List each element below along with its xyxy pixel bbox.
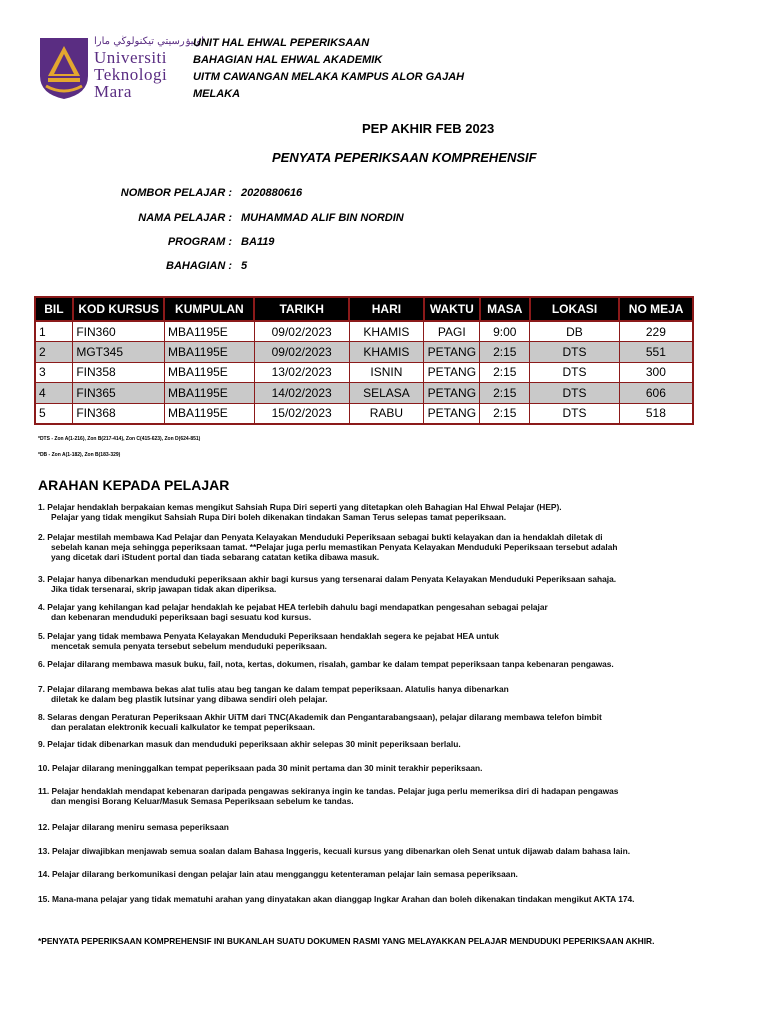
cell: RABU: [349, 403, 424, 424]
table-row: [35, 362, 693, 383]
cell: 13/02/2023: [254, 362, 349, 383]
header-no-meja: NO MEJA: [619, 297, 693, 321]
instruction-item: [38, 659, 718, 669]
cell: MBA1195E: [164, 362, 254, 383]
instruction-line: diletak ke dalam beg plastik lutsinar yang dibawa sendiri oleh pelajar.: [51, 694, 328, 704]
uitm-emblem-icon: [38, 36, 90, 100]
cell: 2:15: [480, 342, 530, 363]
cell: 2: [35, 342, 73, 363]
cell: 606: [619, 383, 693, 404]
header-line: UNIT HAL EHWAL PEPERIKSAAN: [193, 37, 370, 49]
cell: KHAMIS: [349, 342, 424, 363]
logo-line-3: Mara: [94, 82, 132, 101]
instruction-item: [38, 869, 718, 879]
student-number-label: NOMBOR PELAJAR :: [120, 187, 232, 199]
instruction-line: 3. Pelajar hanya dibenarkan menduduki peperiksaan akhir bagi kursus yang tersenarai dalam Penyata Kelayakan Menduduki Peperiksaan sahaja.: [38, 574, 617, 584]
cell: 1: [35, 321, 73, 342]
table-row: [35, 383, 693, 404]
header-line: BAHAGIAN HAL EHWAL AKADEMIK: [193, 54, 383, 66]
bahagian-label: BAHAGIAN :: [166, 260, 232, 272]
cell: 15/02/2023: [254, 403, 349, 424]
instruction-line: 7. Pelajar dilarang membawa bekas alat tulis atau beg tangan ke dalam tempat peperiksaan. Alatulis hanya dibenarkan: [38, 684, 509, 694]
cell: MBA1195E: [164, 342, 254, 363]
instruction-line: sebelah kanan meja sehingga peperiksaan tamat. **Pelajar juga perlu memastikan Penyata Kelayakan Menduduki Peperiksaan tersebut adalah: [51, 542, 618, 552]
cell: 2:15: [480, 403, 530, 424]
instruction-item: [38, 894, 718, 904]
exam-session-title: PEP AKHIR FEB 2023: [362, 121, 495, 136]
instruction-item: [38, 763, 718, 773]
header-kod-kursus: KOD KURSUS: [73, 297, 165, 321]
instruction-line: mencetak semula penyata tersebut sebelum menduduki peperiksaan.: [51, 641, 328, 651]
cell: 3: [35, 362, 73, 383]
cell: SELASA: [349, 383, 424, 404]
instruction-line: 12. Pelajar dilarang meniru semasa peperiksaan: [38, 822, 229, 832]
header-masa: MASA: [480, 297, 530, 321]
cell: PETANG: [424, 383, 480, 404]
table-header-row: [35, 297, 693, 321]
instruction-line: 5. Pelajar yang tidak membawa Penyata Kelayakan Menduduki Peperiksaan hendaklah segera ke pejabat HEA untuk: [38, 631, 499, 641]
cell: MBA1195E: [164, 403, 254, 424]
instruction-line: Jika tidak tersenarai, skrip jawapan tidak akan diperiksa.: [51, 584, 277, 594]
cell: 518: [619, 403, 693, 424]
header-hari: HARI: [349, 297, 424, 321]
cell: FIN365: [73, 383, 165, 404]
cell: 300: [619, 362, 693, 383]
instruction-line: dan peralatan elektronik kecuali kalkulator ke tempat peperiksaan.: [51, 722, 315, 732]
cell: DTS: [530, 342, 620, 363]
instruction-line: 4. Pelajar yang kehilangan kad pelajar hendaklah ke pejabat HEA terlebih dahulu bagi mendapatkan pengesahan sebagai pelajar: [38, 602, 548, 612]
instruction-line: 2. Pelajar mestilah membawa Kad Pelajar dan Penyata Kelayakan Menduduki Peperiksaan sebagai bukti kelayakan dan ia hendaklah diletak di: [38, 532, 603, 542]
cell: ISNIN: [349, 362, 424, 383]
header-kumpulan: KUMPULAN: [164, 297, 254, 321]
instruction-line: Pelajar yang tidak mengikut Sahsiah Rupa Diri boleh dikenakan tindakan Saman Terus selepas tamat peperiksaan.: [51, 512, 507, 522]
instruction-item: [38, 532, 718, 562]
cell: 9:00: [480, 321, 530, 342]
uitm-logo: [38, 36, 205, 101]
cell: 2:15: [480, 362, 530, 383]
cell: PAGI: [424, 321, 480, 342]
cell: FIN360: [73, 321, 165, 342]
instruction-item: [38, 822, 718, 832]
logo-line-2: Teknologi: [94, 65, 168, 84]
cell: 09/02/2023: [254, 321, 349, 342]
student-name-label: NAMA PELAJAR :: [138, 212, 232, 224]
cell: PETANG: [424, 362, 480, 383]
cell: MGT345: [73, 342, 165, 363]
instruction-item: [38, 846, 718, 856]
header-bil: BIL: [35, 297, 73, 321]
cell: 551: [619, 342, 693, 363]
instruction-line: 11. Pelajar hendaklah mendapat kebenaran daripada pengawas sekiranya ingin ke tandas. Pelajar juga perlu memeriksa diri di hadapan pengawas: [38, 786, 619, 796]
instruction-item: [38, 631, 718, 651]
dts-zone-note: *DTS - Zon A(1-216), Zon B(217-414), Zon C(415-623), Zon D(624-851): [38, 436, 201, 442]
cell: FIN358: [73, 362, 165, 383]
student-name-value: MUHAMMAD ALIF BIN NORDIN: [241, 212, 404, 224]
cell: 5: [35, 403, 73, 424]
program-label: PROGRAM :: [167, 236, 232, 248]
instruction-line: 1. Pelajar hendaklah berpakaian kemas mengikut Sahsiah Rupa Diri seperti yang ditetapkan oleh Bahagian Hal Ehwal Pelajar (HEP).: [38, 502, 562, 512]
student-number-value: 2020880616: [241, 187, 303, 199]
cell: 229: [619, 321, 693, 342]
institution-header: [193, 35, 464, 103]
instruction-line: dan kebenaran menduduki peperiksaan bagi sesuatu kod kursus.: [51, 612, 312, 622]
logo-line-1: Universiti: [94, 48, 167, 67]
table-row: [35, 342, 693, 363]
cell: FIN368: [73, 403, 165, 424]
exam-schedule-table: [34, 296, 694, 425]
instruction-line: dan mengisi Borang Keluar/Masuk Semasa Peperiksaan sebelum ke tandas.: [51, 796, 354, 806]
instruction-line: 13. Pelajar diwajibkan menjawab semua soalan dalam Bahasa Inggeris, kecuali kursus yang dibenarkan oleh Senat untuk dijawab dalam bahasa lain.: [38, 846, 631, 856]
cell: 4: [35, 383, 73, 404]
instruction-line: 6. Pelajar dilarang membawa masuk buku, fail, nota, kertas, dokumen, risalah, gambar ke dalam tempat peperiksaan tanpa kebenaran pengawas.: [38, 659, 614, 669]
instruction-line: 14. Pelajar dilarang berkomunikasi dengan pelajar lain atau mengganggu ketenteraman pelajar lain semasa peperiksaan.: [38, 869, 518, 879]
cell: MBA1195E: [164, 321, 254, 342]
cell: MBA1195E: [164, 383, 254, 404]
logo-arabic-text: اونيۏرسيتي تيكنولوڬي مارا: [94, 36, 205, 47]
cell: PETANG: [424, 342, 480, 363]
instruction-item: [38, 602, 718, 622]
header-line: MELAKA: [193, 88, 241, 100]
instruction-item: [38, 712, 718, 732]
cell: 2:15: [480, 383, 530, 404]
cell: 14/02/2023: [254, 383, 349, 404]
instruction-item: [38, 502, 718, 522]
cell: DB: [530, 321, 620, 342]
cell: DTS: [530, 362, 620, 383]
header-waktu: WAKTU: [424, 297, 480, 321]
instruction-line: 8. Selaras dengan Peraturan Peperiksaan Akhir UiTM dari TNC(Akademik dan Pengantarabangsaan), pelajar dilarang membawa telefon bimbit: [38, 712, 602, 722]
instructions-title: ARAHAN KEPADA PELAJAR: [38, 477, 230, 493]
instruction-item: [38, 739, 718, 749]
instruction-line: 9. Pelajar tidak dibenarkan masuk dan menduduki peperiksaan akhir selepas 30 minit peperiksaan berlalu.: [38, 739, 461, 749]
instruction-line: 15. Mana-mana pelajar yang tidak mematuhi arahan yang dinyatakan akan dianggap Ingkar Arahan dan boleh dikenakan tindakan mengikut AKTA 174.: [38, 894, 635, 904]
table-row: [35, 321, 693, 342]
instruction-item: [38, 574, 718, 594]
program-value: BA119: [241, 236, 275, 248]
header-lokasi: LOKASI: [530, 297, 620, 321]
header-line: UITM CAWANGAN MELAKA KAMPUS ALOR GAJAH: [193, 71, 465, 83]
instruction-line: 10. Pelajar dilarang meninggalkan tempat peperiksaan pada 30 minit pertama dan 30 minit terakhir peperiksaan.: [38, 763, 483, 773]
cell: 09/02/2023: [254, 342, 349, 363]
statement-title: PENYATA PEPERIKSAAN KOMPREHENSIF: [272, 150, 537, 165]
table-row: [35, 403, 693, 424]
instruction-item: [38, 684, 718, 704]
instruction-item: [38, 786, 718, 806]
cell: KHAMIS: [349, 321, 424, 342]
db-zone-note: *DB - Zon A(1-182), Zon B(183-329): [38, 452, 121, 458]
bahagian-value: 5: [241, 260, 248, 272]
header-tarikh: TARIKH: [254, 297, 349, 321]
disclaimer-footer: *PENYATA PEPERIKSAAN KOMPREHENSIF INI BUKANLAH SUATU DOKUMEN RASMI YANG MELAYAKKAN PELAJAR MENDUDUKI PEPERIKSAAN AKHIR.: [38, 936, 655, 946]
cell: DTS: [530, 403, 620, 424]
instruction-line: yang dicetak dari iStudent portal dan tiada sebarang catatan ketika dibawa masuk.: [51, 552, 380, 562]
cell: DTS: [530, 383, 620, 404]
cell: PETANG: [424, 403, 480, 424]
